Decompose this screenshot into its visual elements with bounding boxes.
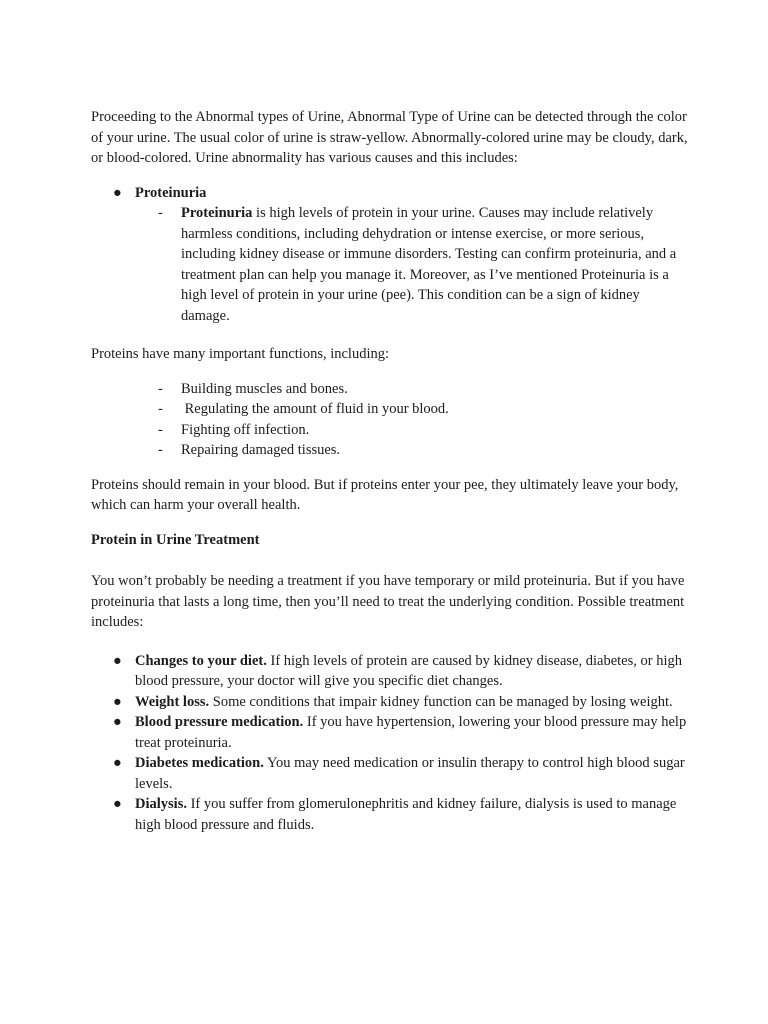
bullet-icon: ● [113,184,122,201]
list-item-text: Repairing damaged tissues. [181,442,341,458]
proteins-intro-paragraph: Proteins have many important functions, including: [91,346,390,362]
bullet-icon: ● [113,714,122,730]
bullet-icon: ● [113,796,122,812]
list-item-text: Fighting off infection. [181,421,310,438]
treatment-text: If you suffer from glomerulonephritis and kidney failure, dialysis is used to manage high blood pressure and fluids. [135,796,677,833]
treatment-list [91,651,691,836]
treatment-heading: Protein in Urine Treatment [91,531,260,548]
treatment-term: Blood pressure medication. [135,714,304,730]
proteins-remain-paragraph: Proteins should remain in your blood. But if proteins enter your pee, they ultimately leave your body, which can harm your overall health. [91,476,679,513]
proteinuria-term: Proteinuria [181,205,253,221]
list-item [91,399,691,420]
dash-icon: - [158,205,163,221]
list-item [91,440,691,461]
treatment-text: You may need medication or insulin therapy to control high blood sugar levels. [135,755,685,792]
proteinuria-definition-text: is high levels of protein in your urine. Causes may include relatively harmless conditions, including dehydration or intense exercise, or more serious, including kidney disease or immune disorders. Testing can confirm proteinuria, and a treatment plan can help you manage it. Moreover, as I’ve mentioned Proteinuria is a high level of protein in your urine (pee). This condition can be a sign of kidney damage. [181,205,677,324]
dash-icon: - [158,442,163,458]
list-item-text: Building muscles and bones. [181,380,348,397]
list-item [91,712,691,753]
intro-paragraph: Proceeding to the Abnormal types of Urine, Abnormal Type of Urine can be detected through the color of your urine. The usual color of urine is straw-yellow. Abnormally-colored urine may be cloudy, dark, or blood-colored. Urine abnormality has various causes and this includes: [91,109,688,166]
list-item [91,420,691,441]
treatment-text: If you have hypertension, lowering your blood pressure may help treat proteinuria. [135,714,687,751]
proteinuria-section [91,183,691,327]
treatment-term: Diabetes medication. [135,755,264,771]
dash-icon: - [158,380,163,397]
proteinuria-bullet-item [91,183,691,204]
proteinuria-definition [91,203,691,326]
list-item [91,651,691,692]
protein-functions-list [91,379,691,461]
treatment-text: Some conditions that impair kidney function can be managed by losing weight. [209,693,673,710]
bullet-icon: ● [113,693,122,710]
list-item [91,692,691,713]
treatment-term: Weight loss. [135,693,210,710]
bullet-icon: ● [113,652,122,669]
bullet-icon: ● [113,755,122,771]
document-page [91,107,691,835]
list-item-text: Regulating the amount of fluid in your blood. [181,401,449,417]
treatment-text: If high levels of protein are caused by kidney disease, diabetes, or high blood pressure, your doctor will give you specific diet changes. [135,652,682,689]
treatment-intro-paragraph: You won’t probably be needing a treatment if you have temporary or mild proteinuria. But if you have proteinuria that lasts a long time, then you’ll need to treat the underlying condition. Possible treatment includes: [91,573,685,630]
dash-icon: - [158,401,163,417]
list-item [91,794,691,835]
treatment-term: Dialysis. [135,796,187,812]
proteinuria-title: Proteinuria [135,184,207,201]
list-item [91,379,691,400]
list-item [91,753,691,794]
dash-icon: - [158,421,163,438]
treatment-term: Changes to your diet. [135,652,267,669]
